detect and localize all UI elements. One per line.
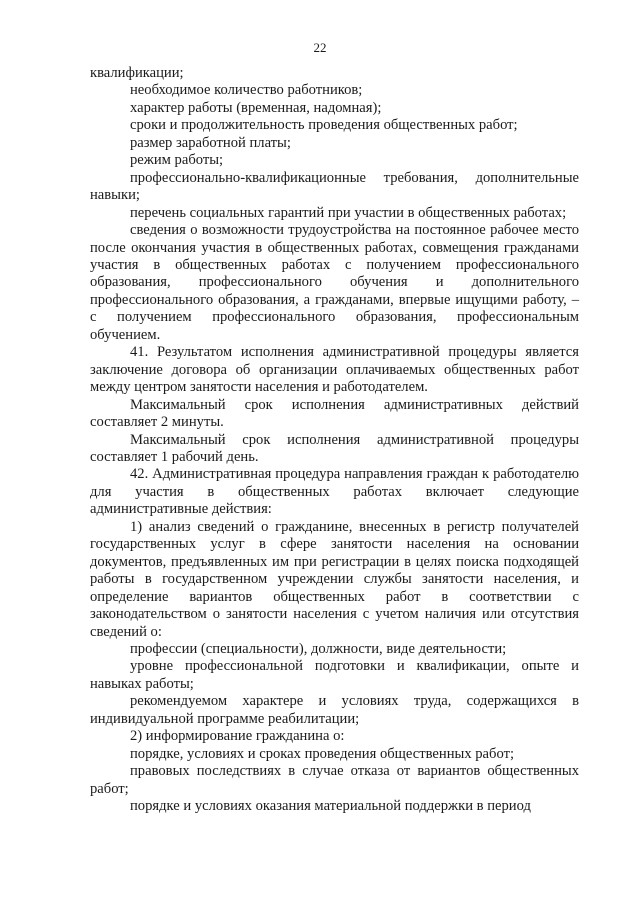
paragraph: порядке и условиях оказания материальной поддержки в период <box>130 798 531 815</box>
paragraph: рекомендуемом характере и условиях труда, содержащихся в индивидуальной программе реабилитации; <box>90 693 579 727</box>
paragraph: режим работы; <box>130 152 224 169</box>
paragraph: сроки и продолжительность проведения общественных работ; <box>130 117 518 134</box>
document-body <box>90 65 579 815</box>
paragraph: сведения о возможности трудоустройства на постоянное рабочее место после окончания участия в общественных работах, совмещения гражданами участия в общественных работах с получением профессионального образования, профессионального обучения и дополнительного профессионального образования, а гражданами, впервые ищущими работу, – с получением профессионального образования, профессиональным обучением. <box>90 222 579 343</box>
paragraph: 1) анализ сведений о гражданине, внесенных в регистр получателей государственных услуг в сфере занятости населения на основании документов, предъявленных им при регистрации в целях поиска подходящей работы в государственном учреждении службы занятости населения, и определение вариантов общественных работ в соответствии с законодательством о занятости населения с учетом наличия или отсутствия сведений о: <box>90 518 579 640</box>
paragraph: уровне профессиональной подготовки и квалификации, опыте и навыках работы; <box>90 658 579 692</box>
paragraph: квалификации; <box>90 65 184 81</box>
page-number: 22 <box>313 40 327 55</box>
paragraph: правовых последствиях в случае отказа от вариантов общественных работ; <box>90 763 579 797</box>
paragraph: необходимое количество работников; <box>130 82 363 99</box>
paragraph: профессии (специальности), должности, виде деятельности; <box>130 640 507 657</box>
paragraph: размер заработной платы; <box>130 134 291 151</box>
paragraph: Максимальный срок исполнения административной процедуры составляет 1 рабочий день. <box>90 431 579 465</box>
paragraph: порядке, условиях и сроках проведения общественных работ; <box>130 745 514 762</box>
paragraph: профессионально-квалификационные требования, дополнительные навыки; <box>90 169 579 204</box>
paragraph-item-41: 41. Результатом исполнения административной процедуры является заключение договора об организации оплачиваемых общественных работ между центром занятости населения и работодателем. <box>90 344 579 396</box>
paragraph: Максимальный срок исполнения административных действий составляет 2 минуты. <box>90 396 579 431</box>
paragraph: 2) информирование гражданина о: <box>130 728 345 745</box>
paragraph-item-42: 42. Административная процедура направления граждан к работодателю для участия в общественных работах включает следующие административные действия: <box>90 466 579 518</box>
paragraph: характер работы (временная, надомная); <box>130 99 382 116</box>
paragraph: перечень социальных гарантий при участии в общественных работах; <box>130 204 567 221</box>
